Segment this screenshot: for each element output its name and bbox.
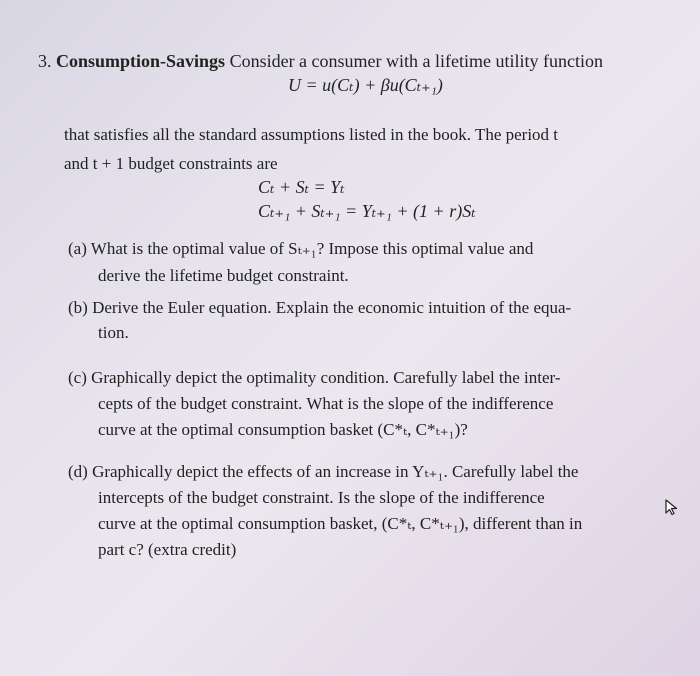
question-number: 3.	[38, 51, 52, 71]
utility-equation: U = u(Cₜ) + βu(Cₜ₊₁)	[288, 75, 443, 95]
part-c-line-3: curve at the optimal consumption basket (C*ₜ, C*ₜ₊₁)?	[98, 420, 468, 439]
part-a-line-2: derive the lifetime budget constraint.	[98, 266, 349, 285]
mouse-pointer-icon	[663, 498, 681, 516]
part-d-line-2: intercepts of the budget constraint. Is the slope of the indifference	[98, 488, 545, 507]
part-d-line-1: (d) Graphically depict the effects of an increase in Yₜ₊₁. Carefully label the	[68, 462, 579, 481]
part-a-line-1: (a) What is the optimal value of Sₜ₊₁? Impose this optimal value and	[68, 239, 534, 258]
budget-constraint-1: Cₜ + Sₜ = Yₜ	[258, 177, 345, 197]
part-d-line-3: curve at the optimal consumption basket, (C*ₜ, C*ₜ₊₁), different than in	[98, 514, 583, 533]
question-title: Consumption-Savings	[56, 51, 226, 71]
part-c-line-2: cepts of the budget constraint. What is the slope of the indifference	[98, 394, 554, 413]
part-c-line-1: (c) Graphically depict the optimality condition. Carefully label the inter-	[68, 368, 561, 387]
part-b-line-1: (b) Derive the Euler equation. Explain the economic intuition of the equa-	[68, 298, 572, 317]
question-header	[38, 50, 603, 72]
assumptions-line-2: and t + 1 budget constraints are	[64, 154, 278, 173]
budget-constraint-2: Cₜ₊₁ + Sₜ₊₁ = Yₜ₊₁ + (1 + r)Sₜ	[258, 201, 476, 221]
question-intro: Consider a consumer with a lifetime utility function	[229, 51, 603, 71]
assumptions-line-1: that satisfies all the standard assumptions listed in the book. The period t	[64, 125, 559, 144]
part-d-line-4: part c? (extra credit)	[98, 540, 237, 559]
part-b-line-2: tion.	[98, 323, 129, 342]
